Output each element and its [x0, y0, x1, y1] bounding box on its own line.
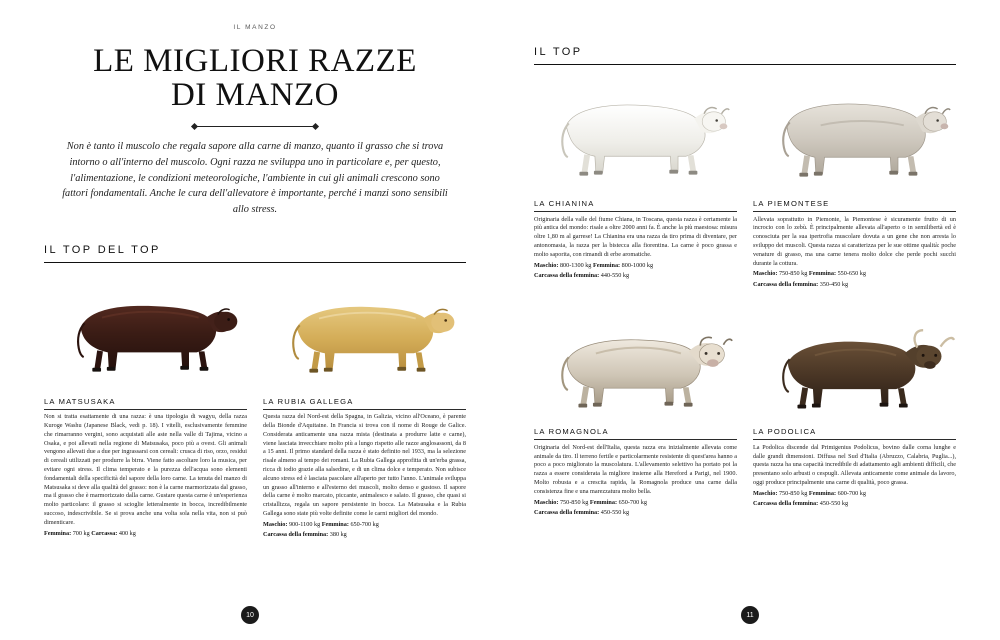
stat-line: Carcassa della femmina: 350-450 kg [753, 280, 849, 288]
breed-divider-podolica [753, 439, 956, 440]
breed-name-matsusaka: LA MATSUSAKA [44, 396, 116, 406]
breed-stats-podolica [753, 489, 956, 509]
breed-divider-rubia-gallega [263, 409, 466, 410]
stat-line: Maschio: 750-850 kg Femmina: 600-700 kg [753, 489, 866, 497]
chianina-bull-illustration [534, 75, 737, 195]
page-number-right: 11 [741, 606, 759, 624]
section-top [534, 46, 956, 65]
stat-line: Carcassa della femmina: 450-550 kg [534, 508, 630, 516]
breed-stats-chianina [534, 261, 737, 281]
breed-card-piemontese [753, 75, 956, 289]
stat-line: Maschio: 900-1100 kg Femmina: 650-700 kg [263, 520, 379, 528]
section-divider-left [44, 262, 466, 263]
breed-text-piemontese: Allevata soprattutto in Piemonte, la Piemontese è sicuramente frutto di un incrocio con lo zebù. È principalmente allevata all'aperto o in semilibertà ed è conosciuta per la sua ipertrofia muscolare dovuta a un gene che non arresta lo sviluppo dei muscoli. Questa razza si caratterizza per le sue ottime qualità: poche venature di grasso, ma una carne tenera molto dolce che perde pochi succhi durante la cottura. [753, 215, 956, 267]
intro-paragraph: Non è tanto il muscolo che regala sapore alla carne di manzo, quanto il grasso che si trova intorno o all'interno del muscolo. Ogni razza ne sviluppa uno in particolare e, per questo, l'alimentazione, le condizioni meteorologiche, l'ambiente in cui gli animali crescono sono fattori fondamentali. Anche le cura dell'allevatore è importante, perché i manzi sono sensibili allo stress. [62, 141, 448, 215]
breed-text-romagnola: Originaria del Nord-est dell'Italia, questa razza era inizialmente allevata come animale da tiro. Il terreno fertile e particolarmente resistente di quest'area hanno a poco a poco migliorato la muscolatura. L'allevamento selettivo ha portato poi la razza a essere considerata la migliore insieme alla Hereford a Parigi, nel 1900. Molto robusta e a crescita rapida, la Romagnola produce una carne dalla consistenza fine e una marezzatura molto bella. [534, 443, 737, 495]
page-title-line2: DI MANZO [170, 76, 340, 113]
breed-name-piemontese: LA PIEMONTESE [753, 199, 830, 208]
page-number-left: 10 [241, 606, 259, 624]
breed-stats-piemontese [753, 269, 956, 289]
breed-card-romagnola [534, 307, 737, 517]
breed-stats-rubia-gallega [263, 520, 466, 540]
breed-card-matsusaka [44, 273, 247, 540]
breed-name-chianina: LA CHIANINA [534, 199, 595, 208]
breed-card-chianina [534, 75, 737, 289]
section-divider-right [534, 64, 956, 65]
breed-divider-chianina [534, 211, 737, 212]
stat-line: Carcassa della femmina: 450-550 kg [753, 500, 849, 508]
breed-text-chianina: Originaria della valle del fiume Chiana, in Toscana, questa razza è certamente la più antica del mondo: risale a oltre 2000 anni fa. È anche la più maestosa: misura oltre 1,80 m al garrese! La Chianina era una razza da tiro prima di diventare, per antonomasia, la razza per la bistecca alla fiorentina. La carne è poco grassa e molto saporita, con rimandi di erbe aromatiche. [534, 215, 737, 258]
stat-line: Maschio: 800-1300 kg Femmina: 800-1000 kg [534, 261, 654, 269]
podolica-bull-illustration [753, 307, 956, 423]
breed-name-romagnola: LA ROMAGNOLA [534, 427, 609, 437]
breed-text-matsusaka: Non si tratta esattamente di una razza: è una tipologia di wagyu, della razza Kuroge Washu (Japanese Black, vedi p. 18). I vitelli, esclusivamente femmine che rimarranno vergini, sono acquistati alle aste nella valle di Tajima, vicino a Osaka, e poi allevati nella regione di Matsusaka, poco più a ovest. Gli animali vengono allevati due a due per ingrassarsi con cereali: crusca di riso, orzo, residui di cereali utilizzati per produrre la birra. Viene fatto ascoltare loro la musica, per evitare ogni stress. Il clima temperato e la purezza dell'acqua sono elementi fondamentali della specificità del sapore della loro carne. La tenuta del manzo di Matsusaka si deve alla qualità del grasso: non è la carne marmorizzata dal grasso, ma il grasso che è marmorizzato dalla carne. Gustare questa carne è un'esperienza molto particolare: il grasso si scioglie letteralmente in bocca, incredibilmente succoso, indescrivibile. Se si prova anche una volta sola nella vita, non si può dimenticare. [44, 413, 247, 526]
right-breed-grid-top [534, 75, 956, 289]
breed-name-rubia-gallega: LA RUBIA GALLEGA [263, 396, 354, 406]
breed-divider-romagnola [534, 439, 737, 440]
matsusaka-bull-illustration [44, 273, 247, 393]
running-head: IL MANZO [233, 24, 277, 31]
breed-stats-matsusaka [44, 529, 247, 538]
section-heading-right: IL TOP [534, 46, 583, 58]
left-breed-grid [44, 273, 466, 540]
piemontese-bull-illustration [753, 75, 956, 195]
decorative-divider [44, 126, 466, 127]
breed-divider-matsusaka [44, 409, 247, 410]
stat-line: Maschio: 750-850 kg Femmina: 650-700 kg [534, 498, 647, 506]
stat-line: Femmina: 700 kg Carcassa: 400 kg [44, 529, 136, 537]
right-breed-grid-bottom [534, 307, 956, 517]
breed-card-rubia-gallega [263, 273, 466, 540]
breed-divider-piemontese [753, 211, 956, 212]
right-page [500, 0, 1000, 640]
breed-text-podolica: La Podolica discende dal Primigenius Podolicus, bovino dalle corna lunghe e dalle grandi dimensioni. Diffusa nel Sud d'Italia (Abruzzo, Calabria, Puglia...), questa razza ha una capacità incredibile di adattamento agli ambienti difficili, che presentano solo arbusti o cespugli. Allevata anticamente come animale da lavoro, oggi produce principalmente una carne di qualità, poco grassa. [753, 443, 956, 486]
breed-text-rubia-gallega: Questa razza del Nord-est della Spagna, in Galizia, vicino all'Oceano, è parente della Bionde d'Aquitaine. In Francia si trova con il nome di Rouge de Galice. Considerata anticamente una razza mista (destinata a produrre latte e carne), viene lasciata invecchiare molto più a lungo rispetto alle razze anglosassoni, da 8 a 15 anni. Il primo standard della razza è stato definito nel 1933, ma la selezione risale almeno al tempo dei romani. La Rubia Gallega approfitta di un'erba grassa, ricca di iodio grazie alla salsedine, e di un clima dolce e temperato. Non subisce alcuno stress ed è lasciata pascolare all'aperto per tutto l'anno. L'animale sviluppa un grasso all'interno e all'esterno dei muscoli, molto denso e gustoso. Il sapore della carne è molto marcato, piccante, animalesco e salato. Il grasso, che quasi si cristallizza, regala un sapore persistente in bocca. La Matsusaka e la Rubia Gallega sono state più volte definite come le carni migliori del mondo. [263, 413, 466, 517]
section-top-del-top [44, 244, 466, 263]
stat-line: Carcassa della femmina: 380 kg [263, 531, 347, 539]
stat-line: Maschio: 750-850 kg Femmina: 550-650 kg [753, 270, 866, 278]
section-heading-left: IL TOP DEL TOP [44, 243, 161, 256]
rubia-gallega-bull-illustration [263, 273, 466, 393]
page-title-line1: LE MIGLIORI RAZZE [93, 43, 417, 79]
romagnola-bull-illustration [534, 307, 737, 423]
breed-stats-romagnola [534, 498, 737, 518]
stat-line: Carcassa della femmina: 440-550 kg [534, 271, 630, 279]
breed-name-podolica: LA PODOLICA [753, 427, 817, 437]
breed-card-podolica [753, 307, 956, 517]
page-title [44, 45, 466, 112]
